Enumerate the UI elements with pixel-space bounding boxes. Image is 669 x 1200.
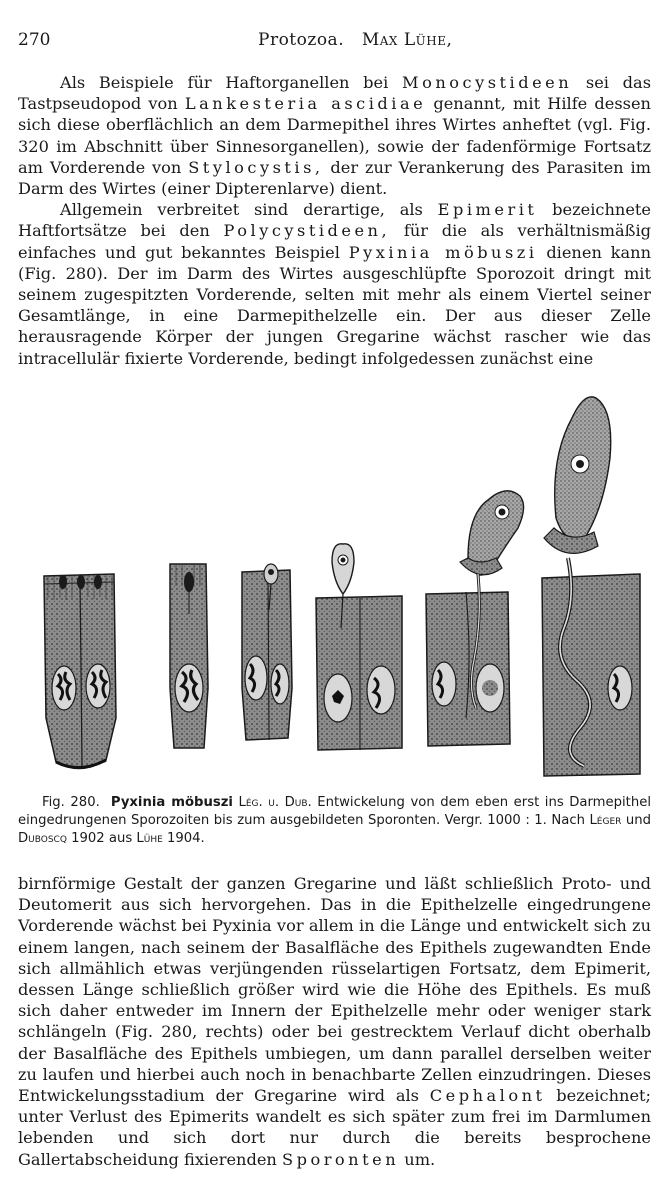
stage-3-epithelium	[242, 564, 292, 740]
body-text-bottom	[18, 873, 651, 1170]
stage-1-epithelium	[44, 574, 116, 769]
text-run: Als Beispiele für Haftorganellen bei	[60, 73, 403, 92]
page-header	[18, 30, 651, 54]
spaced-term: Polycystideen,	[223, 221, 391, 241]
stage-5-cephalont	[426, 491, 524, 746]
text-run: birnförmige Gestalt der ganzen Gregarine und läßt schließlich Proto- und Deutomerit aus sich hervorgehen. Das in die Epithelzelle eingedrungene Vorderende wächst bei Pyxinia vor allem in die Länge und entwickelt sich zu einem langen, nach seinem der Basalfläche des Epithels zugewandten Ende sich allmählich etwas verjüngenden rüsselartigen Fortsatz, dem Epimerit, dessen Länge schließlich größer wird wie die Höhe des Epithels. Es muß sich daher entweder im Innern der Epithelzelle mehr oder weniger stark schlängeln (Fig. 280, rechts) oder bei gestrecktem Verlauf dicht oberhalb der Basalfläche des Epithels umbiegen, um dann parallel derselben weiter zu laufen und hierbei auch noch in benachbarte Zellen einzudringen. Dieses Entwickelungsstadium der Gregarine wird als	[18, 874, 651, 1106]
caption-author-leger: Léger	[589, 813, 622, 828]
gregarine-development-drawing	[36, 388, 646, 788]
caption-text: Entwickelung von dem eben erst ins Darmepithel eingedrungenen Sporozoiten bis zum ausgebildeten Sporonten. Vergr. 1000 : 1. Nach	[18, 795, 651, 828]
caption-paragraph	[18, 794, 651, 848]
paragraph-cephalont	[18, 873, 651, 1170]
caption-author-duboscq: Duboscq	[18, 831, 67, 846]
figure-280-illustration	[36, 388, 646, 788]
figure-caption	[18, 794, 651, 848]
spaced-term: Pyxinia möbuszi	[348, 242, 538, 262]
text-run: der zur Verankerung des Parasiten im Darm des Wirtes (einer Dipterenlarve) dient.	[18, 157, 651, 199]
caption-author-luehe: Lühe	[136, 831, 163, 846]
caption-species: Pyxinia möbuszi	[110, 795, 233, 810]
paragraph-polycystideen	[18, 199, 651, 369]
text-run: genannt, mit Hilfe dessen sich diese oberflächlich an dem Darmepithel ihres Wirtes anheftet (vgl. Fig. 320 im Abschnitt über Sinnesorganellen), sowie der fadenförmige Fortsatz am Vorderende von	[18, 94, 651, 177]
body-text-top	[18, 72, 651, 369]
page-number: 270	[18, 30, 51, 50]
stage-6-cephalont	[542, 397, 640, 776]
spaced-term: Epimerit	[437, 200, 538, 220]
text-run: um.	[399, 1149, 436, 1169]
text-run: für die als verhältnismäßig einfaches und gut bekanntes Beispiel	[18, 221, 651, 262]
text-run: bezeichnet; unter Verlust des Epimerits wandelt es sich später zum frei im Darmlumen lebenden und sich dort nur durch die bereits besprochene Gallertabscheidung fixierenden	[18, 1086, 651, 1169]
paragraph-monocystideen	[18, 72, 651, 199]
text-run: sei das Tastpseudopod von	[18, 73, 651, 114]
text-run: dienen kann (Fig. 280). Der im Darm des Wirtes ausgeschlüpfte Sporozoit dringt mit seinem zugespitzten Vorderende, selten mit mehr als einem Viertel seiner Gesamtlänge, in eine Darmepithelzelle ein. Der aus dieser Zelle herausragende Körper der jungen Gregarine wächst rascher wie das intracellulär fixierte Vorderende, bedingt infolgedessen zunächst eine	[18, 242, 651, 368]
running-head-title: Protozoa.	[258, 30, 345, 50]
spaced-term: Cephalont	[429, 1086, 546, 1106]
caption-text: und	[621, 813, 652, 828]
caption-text: 1904.	[162, 831, 205, 846]
spaced-term: Stylocystis,	[188, 157, 324, 177]
spaced-term: Monocystideen	[402, 73, 573, 92]
stage-4-epithelium	[316, 544, 402, 750]
spaced-term: Lankesteria ascidiae	[184, 94, 427, 114]
text-run: Allgemein verbreitet sind derartige, als	[60, 200, 438, 220]
stage-2-epithelium	[170, 564, 208, 748]
spaced-term: Sporonten	[282, 1149, 400, 1169]
caption-fig-label: Fig. 280.	[42, 795, 100, 810]
caption-authors: Lég. u. Dub.	[238, 795, 312, 810]
running-head	[258, 30, 452, 50]
caption-text: 1902 aus	[66, 831, 137, 846]
running-head-author: Max Lühe,	[361, 30, 453, 50]
text-run: bezeichnete Haftfortsätze bei den	[18, 200, 651, 241]
